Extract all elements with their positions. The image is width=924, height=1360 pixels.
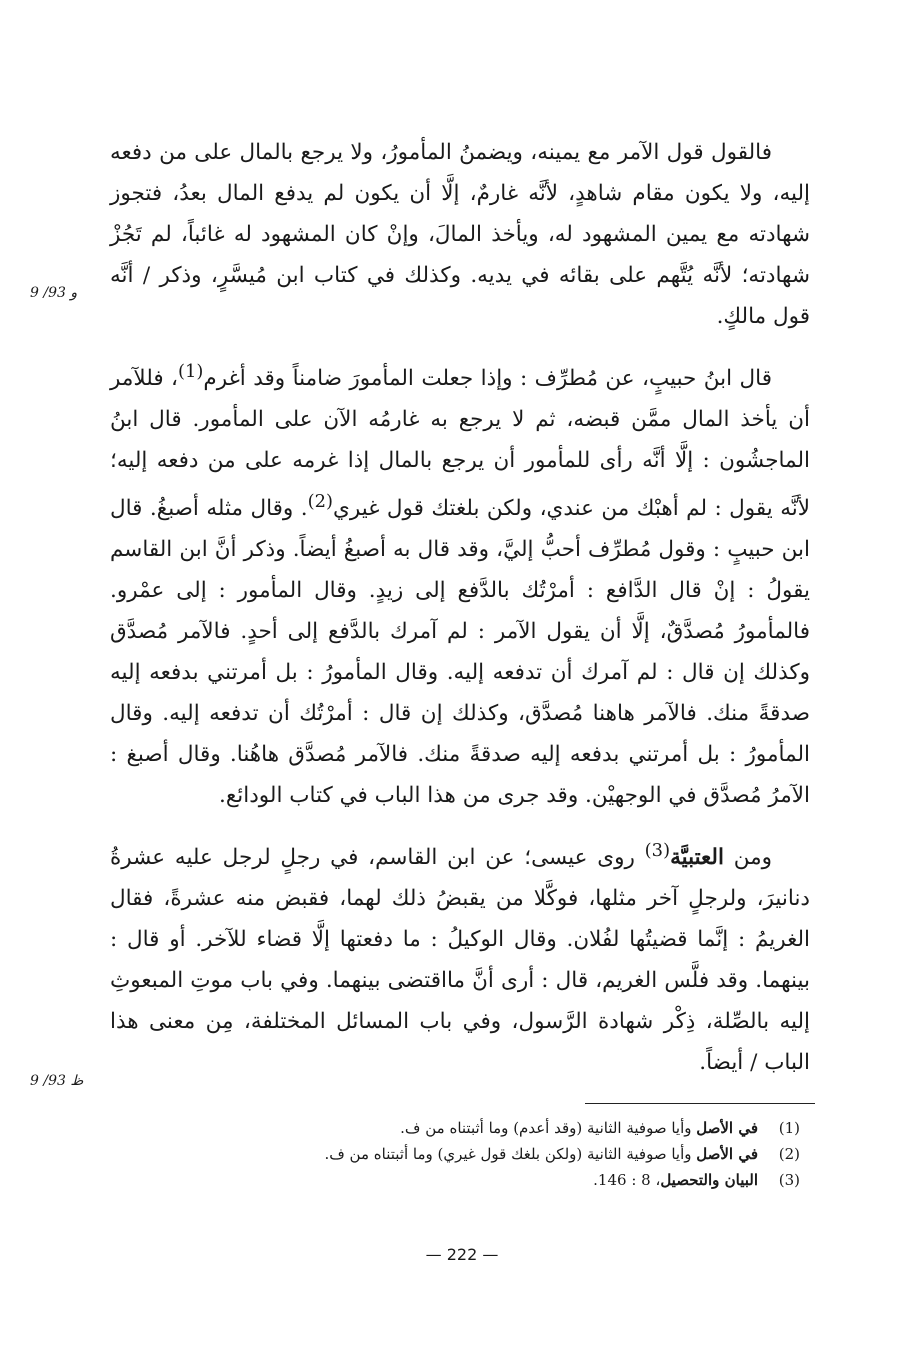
page-number: — 222 — (425, 1245, 499, 1264)
footnotes (250, 1115, 800, 1193)
paragraph-text: فالقول قول الآمر مع يمينه، ويضمنُ المأمورُ، ولا يرجع بالمال على من دفعه إليه، ولا يكون مقام شاهدٍ، لأنَّه غارمٌ، إلَّا أن يكون لم يدفع المال بعدُ، فتجوز شهادته مع يمين المشهود له، ويأخذ المالَ، وإنْ كان المشهود له غائباً، لم تَجُزْ شهادته؛ لأنَّه يُتَّهم على بقائه في يديه. وكذلك في كتاب ابن مُيسَّرٍ، وذكر / أنَّه قول مالكٍ. (110, 140, 810, 329)
footnote-text: في الأصل وأيا صوفية الثانية (وقد أعدم) وما أثبتناه من ف. (400, 1119, 758, 1137)
footnote-number: (1) (778, 1119, 800, 1137)
footnote-separator (585, 1103, 815, 1104)
margin-folio-note: 9 /93 و (30, 285, 78, 301)
footnote (250, 1141, 800, 1167)
paragraph-text: ومن (723, 845, 773, 871)
paragraph (110, 132, 810, 337)
paragraph (110, 351, 810, 816)
paragraph-text: روى عيسى؛ عن ابن القاسم، في رجلٍ لرجل عليه عشرةُ دنانيرَ، ولرجلٍ آخر مثلها، فوكَّلا من يقبضُ ذلك لهما، فقبض منه عشرةً، فقال الغريمُ : إنَّما قضيتُها لفُلان. وقال الوكيلُ : ما دفعتها إلَّا قضاء للآخر. أو قال : بينهما. وقد فلَّس الغريم، قال : أرى أنَّ مااقتضى بينهما. وفي باب موتِ المبعوثِ إليه بالصِّلة، ذِكْر شهادة الرَّسول، وفي باب المسائل المختلفة، مِن معنى هذا الباب / أيضاً. (110, 845, 810, 1076)
footnote-ref: (1) (177, 361, 204, 382)
footnote (250, 1167, 800, 1193)
footnote (250, 1115, 800, 1141)
footnote-ref: (3) (644, 840, 671, 862)
paragraph-text: ، فللآمر أن يأخذ المال ممَّن قبضه، ثم لا يرجع به غارمُه الآن على المأمور. قال ابنُ الماجشُون : إلَّا أنَّه رأى للمأمور أن يرجع بالمال إذا غرمه على من دفعه إليه؛ لأنَّه يقول : لم أهبْك من عندي، ولكن بلغتك قول غيري (110, 366, 810, 522)
footnote-text: البيان والتحصيل، 8 : 146. (593, 1171, 758, 1189)
footnote-text: في الأصل وأيا صوفية الثانية (ولكن بلغك قول غيري) وما أثبتناه من ف. (324, 1145, 758, 1163)
paragraph-text: قال ابنُ حبيبٍ، عن مُطرِّف : وإذا جعلت المأمورَ ضامناً وقد أغرم (203, 366, 772, 392)
footnote-ref: (2) (307, 491, 334, 513)
paragraph-text: . وقال مثله أصبغُ. قال ابن حبيبٍ : وقول مُطرِّف أحبُّ إليَّ، وقد قال به أصبغُ أيضاً. وذكر أنَّ ابن القاسم يقولُ : إنْ قال الدَّافع : أمرْتُك بالدَّفع إلى زيدٍ. وقال المأمور : إلى عمْرو. فالمأمورُ مُصدَّقٌ، إلَّا أن يقول الآمر : لم آمرك بالدَّفع إلى أحدٍ. فالآمر مُصدَّق وكذلك إن قال : لم آمرك أن تدفعه إليه. وقال المأمورُ : بل أمرتني بدفعه إليه صدقةً منك. فالآمر هاهنا مُصدَّق، وكذلك إن قال : أمرْتُك أن تدفعه إليه. وقال المأمورُ : بل أمرتني بدفعه إليه صدقةً منك. فالآمر مُصدَّق هاهُنا. وقال أصبغ : الآمرُ مُصدَّق في الوجهيْن. وقد جرى من هذا الباب في كتاب الودائع. (110, 496, 810, 809)
footnote-number: (2) (778, 1145, 800, 1163)
paragraph (110, 830, 810, 1083)
main-text (110, 132, 810, 1083)
margin-folio-note: 9 /93 ظ (30, 1073, 84, 1089)
footnote-number: (3) (778, 1171, 800, 1189)
source-title: العتبيَّة (670, 845, 724, 871)
